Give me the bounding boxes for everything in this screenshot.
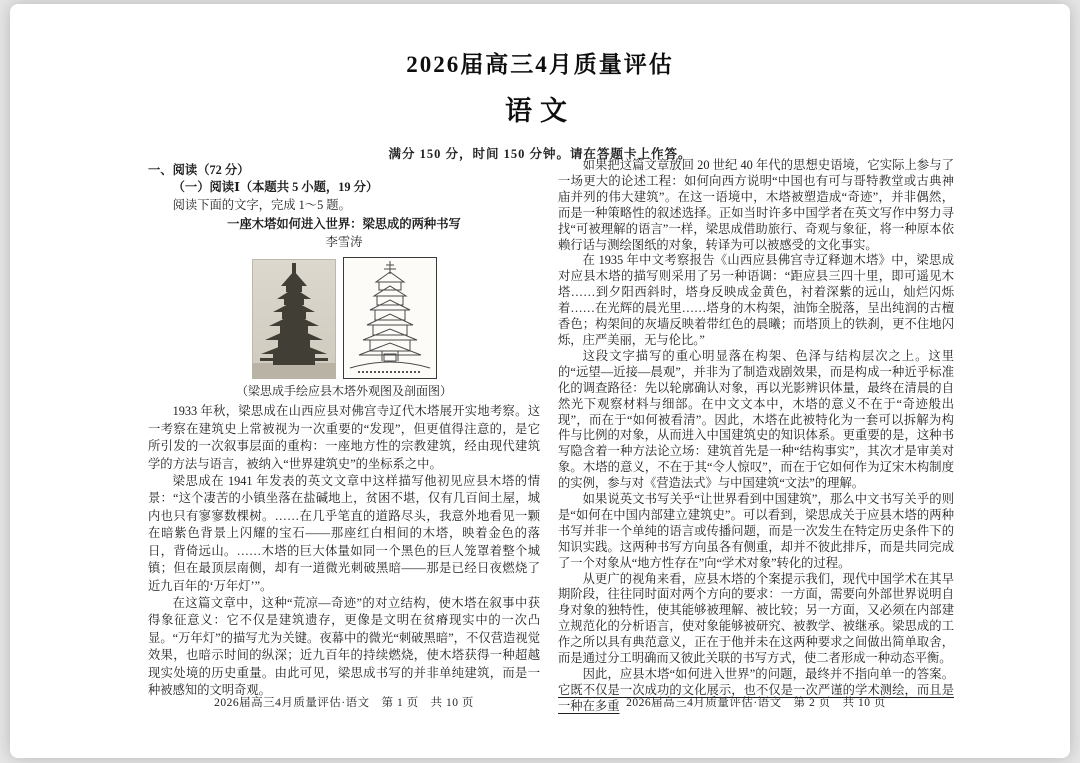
section-heading: 一、阅读（72 分）: [148, 163, 250, 177]
paragraph-9-lead: 因此，应县木塔“如何进入世界”的问题，最终并不指向单一的答案。: [582, 667, 954, 681]
passage-paragraph-7: 如果说英文书写关乎“让世界看到中国建筑”，那么中文书写关乎的则是“如何在中国内部建立建筑史”。可以看到，梁思成关于应县木塔的两种书写并非一个单纯的语言或传播问题，而是一次发生在特定历史条件下的知识实践。这两种书写方向虽各有侧重，却并不彼此排斥，而是共同完成了一个对象从“地方性存在”向“学术对象”转化的过程。: [558, 492, 954, 570]
passage-paragraph-5: 在 1935 年中文考察报告《山西应县佛宫寺辽释迦木塔》中，梁思成对应县木塔的描写则采用了另一种语调：“距应县三四十里，即可遥见木塔……到夕阳西斜时，塔身反映成金黄色，衬着深紫的远山，灿烂闪烁着……在光辉的晨光里……塔身的木构架，油饰全脱落，呈出纯润的古檀香色；构架间的灰墙反映着带红色的晨曦；而塔顶上的铁刹，更不住地闪烁，庄严美丽，无与伦比。”: [558, 253, 954, 347]
passage-paragraph-1: 1933 年秋，梁思成在山西应县对佛宫寺辽代木塔展开实地考察。这一考察在建筑史上常被视为一次重要的“发现”，但更值得注意的，是它所引发的一次叙事层面的重构：一座地方性的宗教建筑，经由现代建筑学的方法与语言，被纳入“世界建筑史”的坐标系之中。: [148, 404, 540, 471]
passage-title: 一座木塔如何进入世界：梁思成的两种书写: [227, 217, 461, 232]
exam-subject: 语文: [505, 96, 575, 126]
passage-paragraph-2: 梁思成在 1941 年发表的英文文章中这样描写他初见应县木塔的情景：“这个凄苦的小镇坐落在盐碱地上，贫困不堪，仅有几百间土屋，城内也只有寥寥数棵树。……在几乎笔直的道路尽头，我意外地看见一颗在暗紫色背景上闪耀的宝石——那座红白相间的木塔，映着金色的落日，背倚远山。……木塔的巨大体量如同一个黑色的巨人笼罩着整个城镇；但在最顶层南侧，却有一道微光刺破黑暗——那是已经日夜燃烧了近九百年的‘万年灯’”。: [148, 474, 540, 593]
passage-paragraph-8: 从更广的视角来看，应县木塔的个案提示我们，现代中国学术在其早期阶段，往往同时面对两个方向的要求：一方面，需要向外部世界说明自身对象的独特性，使其能够被理解、被比较；另一方面，又必须在内部建立规范化的分析语言，使对象能够被研究、被教学、被继承。梁思成的工作之所以具有典范意义，正在于他并未在这两种要求之间做出简单取舍，而是通过分工明确而又彼此关联的书写方式，使二者形成一种动态平衡。: [558, 571, 954, 666]
figure-caption: （梁思成手绘应县木塔外观图及剖面图）: [235, 384, 452, 399]
pagoda-figure: [148, 257, 540, 379]
page-2-column: [558, 158, 954, 715]
exam-header: [10, 46, 1070, 162]
exam-paper-sheet: [10, 4, 1070, 758]
pagoda-section-drawing-icon: [344, 258, 436, 378]
exam-note: 满分 150 分，时间 150 分钟。请在答题卡上作答。: [388, 147, 692, 161]
passage-paragraph-6: 这段文字描写的重心明显落在构架、色泽与结构层次之上。这里的“远望—近接—晨观”，并非为了制造戏剧效果，而是构成一种近乎标准化的调查路径：先以轮廓确认对象，再以光影辨识体量，最终在清晨的自然光下观察材料与细部。在中文文本中，木塔的意义不在于“奇迹般出现”，而在于“如何被看清”。因此，木塔在此被特化为一套可以拆解为构件与比例的对象，从而进入中国建筑史的知识体系。更重要的是，这种书写隐含着一种方法论立场：建筑首先是一种“结构事实”，其次才是审美对象。木塔的意义，不在于其“令人惊叹”，而在于它如何作为辽宋木构制度的实例，参与对《营造法式》与中国建筑“文法”的理解。: [558, 348, 954, 491]
passage-author: 李雪涛: [325, 234, 363, 249]
reading-instruction: 阅读下面的文字，完成 1～5 题。: [172, 197, 351, 212]
exam-title: 2026届高三4月质量评估: [406, 52, 674, 77]
passage-paragraph-3: 在这篇文章中，这种“荒凉—奇迹”的对立结构，使木塔在叙事中获得象征意义：它不仅是建筑遗存，更像是文明在贫瘠现实中的一次凸显。“万年灯”的描写尤为关键。夜幕中的微光“刺破黑暗”，不仅营造视觉效果，也暗示时间的纵深；近九百年的持续燃烧，使木塔获得一种超越现实处境的历史重量。由此可见，梁思成书写的并非单纯建筑，而是一种被感知的文明奇观。: [148, 595, 540, 697]
passage-paragraph-4: 如果把这篇文章放回 20 世纪 40 年代的思想史语境，它实际上参与了一场更大的论述工程：如何向西方说明“中国也有可与哥特教堂或古典神庙并列的伟大建筑”。在这一语境中，木塔被塑造成“奇迹”，并非偶然，而是一种策略性的叙述选择。正如当时许多中国学者在英文写作中努力寻找“可被理解的语言”一样，梁思成借助旅行、奇观与象征，将一种原本依赖行话与测绘图纸的对象，转译为可以被感受的文化事实。: [558, 158, 954, 252]
page-1-footer: 2026届高三4月质量评估·语文 第 1 页 共 10 页: [214, 697, 474, 709]
page-2-footer: 2026届高三4月质量评估·语文 第 2 页 共 10 页: [626, 697, 886, 709]
subsection-heading: （一）阅读Ⅰ（本题共 5 小题，19 分）: [172, 180, 379, 195]
pagoda-photo-figure: [252, 259, 336, 379]
pagoda-photo-icon: [252, 259, 336, 379]
page-1-column: [148, 162, 540, 699]
paragraph-9-underlined-text: 它既不仅是一次成功的文化展示，也不仅是一次严谨的学术测绘，而且是一种在多重: [558, 682, 954, 713]
pagoda-section-figure: [343, 257, 437, 379]
